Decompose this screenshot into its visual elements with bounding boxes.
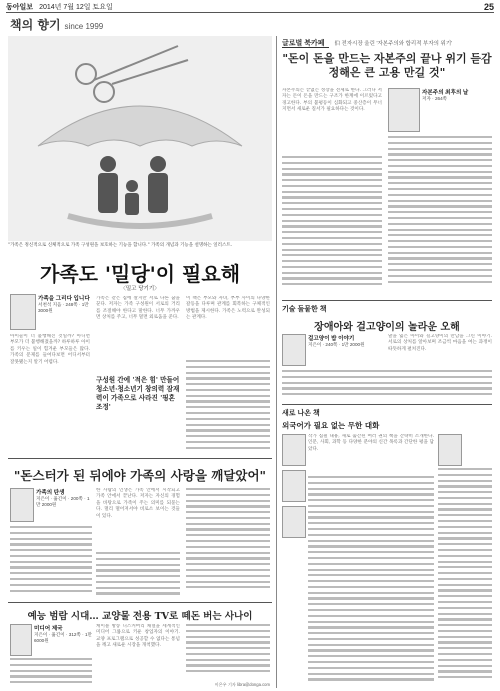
- column-divider: [276, 36, 277, 688]
- note-headline: 장애아와 걸고양이의 놀라운 오해: [314, 322, 460, 333]
- quote-body-lines-3: [186, 488, 270, 598]
- note-book-cover: [282, 334, 306, 366]
- new-books-headline: 외국어가 필요 없는 무한 대화: [282, 421, 380, 430]
- note-book-info: [308, 336, 382, 348]
- issue-date: 2014년 7월 12일 토요일: [39, 4, 113, 11]
- bottom-book-meta: 지은이 · 옮긴이 · 312쪽 · 1만 6000원: [34, 632, 92, 643]
- lead-deck: 〈밀고 당기기〉: [120, 286, 160, 292]
- global-bookcafe-header: [282, 38, 492, 48]
- quote-body-lines-2: [96, 552, 180, 598]
- right-book-title: 자본주의 최후의 날: [422, 90, 469, 96]
- lead-body-col3: 이 책은 부모와 자녀, 부부 사이의 다양한 갈등을 다루며 관계를 회복하는 구체적인 방법을 제시한다. 가족은 노력으로 완성되는 관계다.: [186, 296, 270, 321]
- bottom-headline: 예능 범람 시대… 교양물 전용 TV로 떼돈 버는 사나이: [27, 611, 253, 622]
- lead-book-title: 가족을 그리다 입니다: [38, 296, 90, 302]
- note-book-meta: 지은이 · 240쪽 · 1만 2000원: [308, 342, 365, 347]
- bottom-body-lines-2: [186, 624, 270, 680]
- quote-book-meta: 지은이 · 옮긴이 · 200쪽 · 1만 2000원: [36, 496, 90, 507]
- new-book-cover-2: [438, 434, 462, 466]
- quote-body: 한 사람의 인생은 가족 안에서 시작되고 가족 안에서 끝난다. 저자는 자신의 경험을 바탕으로 가족이 주는 의미를 되묻는다. 멀리 떨어져서야 비로소 보이는 것들이 있다.: [96, 488, 180, 519]
- bottom-body: 케이블 방송 디스커버리 채널을 세계적인 미디어 그룹으로 키운 창업자의 이야기. 교양 프로그램으로 성공할 수 없다는 통념을 깨고 새로운 시장을 개척했다.: [96, 624, 180, 649]
- bottom-byline: 이은우 기자 libra@donga.com: [214, 682, 270, 687]
- quote-book-title: 가족의 탄생: [36, 490, 65, 496]
- lead-headline: 가족도 '밀당'이 필요해: [39, 262, 241, 286]
- page-number: 25: [483, 2, 494, 12]
- note-body: 말을 잃은 아이와 길고양이의 만남을 그린 이야기. 서로의 상처를 알아보며 조금씩 마음을 여는 과정이 따뜻하게 펼쳐진다.: [388, 334, 492, 352]
- new-book-cover-1: [282, 434, 306, 466]
- right-body-lines-2: [388, 136, 492, 296]
- new-books-lines-1: [308, 476, 434, 686]
- new-books-body: 작가 집필 내용, 새로 출간된 여러 권의 책을 간략히 소개한다. 인문, 사회, 과학 등 다양한 분야의 신간 목록과 간단한 평을 담았다.: [308, 434, 434, 452]
- lead-book-meta: 서천석 지음 · 248쪽 · 1만 3000원: [38, 302, 89, 313]
- lead-book-info: [38, 296, 90, 314]
- bottom-body-lines-1: [10, 658, 92, 688]
- global-bookcafe-label: 글로벌 북카페: [282, 40, 329, 48]
- section-since: since 1999: [64, 22, 104, 31]
- divider: [282, 404, 492, 405]
- lead-body-lines: [186, 360, 270, 456]
- global-bookcafe-kicker: 伯 전자시장 울린 '자본주의와 합리적 부자의 위기': [334, 41, 453, 47]
- right-book-cover: [388, 88, 420, 132]
- note-book-title: 걸고양이 밥 이야기: [308, 336, 355, 342]
- quote-book-cover: [10, 488, 34, 522]
- quote-book-info: [36, 490, 92, 508]
- new-book-cover-3: [282, 470, 306, 502]
- lead-body-col1: 아이들이 더 불행해진 것일까? 아니면 부모가 더 불행해졌을까? 하루하루 아이를 키우는 일이 힘겨운 부모들은 많다. 가족의 문제를 들여다보면 어디서부터 잘못됐는지 알기 어렵다.: [10, 334, 90, 365]
- right-body: 자본주의는 끝없는 성장을 전제로 한다. 그러나 저자는 돈이 돈을 만드는 구조가 한계에 이르렀다고 경고한다. 부의 불평등이 심화되고 중산층이 무너지면서 새로운 질서가 필요하다는 것이다.: [282, 88, 382, 113]
- divider: [8, 602, 272, 603]
- right-headline: "돈이 돈을 만드는 자본주의 끝나 위기 듣감 정해은 큰 고용 만길 것": [282, 52, 492, 79]
- divider: [282, 300, 492, 301]
- lead-book-cover: [10, 294, 36, 330]
- divider: [8, 458, 272, 459]
- quote-body-lines-1: [10, 526, 92, 598]
- new-book-cover-4: [282, 506, 306, 538]
- right-book-meta: 저자 · 264쪽: [422, 96, 448, 101]
- masthead: [6, 2, 494, 13]
- paper-name: 동아일보: [6, 4, 34, 11]
- quote-headline: "돈스터가 된 뒤에야 가족의 사랑을 깨달았어": [13, 468, 267, 483]
- illustration-caption: "가족은 정신적으로 신체적으로 가족 구성원을 보호하는 기능을 합니다." 가족의 개념과 기능을 설명하는 일러스트.: [8, 243, 233, 248]
- note-body-lines: [282, 370, 492, 400]
- right-body-lines-1: [282, 156, 382, 296]
- section-title: 책의 향기 since 1999: [10, 18, 104, 32]
- right-book-info: [422, 90, 492, 102]
- new-books-label: 새로 나온 책: [282, 410, 320, 417]
- umbrella-family-image: [8, 36, 272, 241]
- lead-body-col2: 가족은 같은 집에 살지만 서로 다른 꿈을 꾼다. 저자는 가족 구성원이 서로의 거리를 조절해야 한다고 말한다. 너무 가까우면 상처를 주고, 너무 멀면 외로움을 준다.: [96, 296, 180, 321]
- note-label: 기술 둘뭍한 책: [282, 306, 327, 313]
- new-books-lines-2: [438, 468, 492, 686]
- bottom-book-cover: [10, 624, 32, 656]
- bottom-book-title: 미디어 제국: [34, 626, 63, 632]
- lead-pullquote: 구성원 간에 '적은 힘' 만들어 청소년·청소년기 창의력 잠재력이 가족으로 사라진 '핑혼 조정': [96, 376, 180, 411]
- family-umbrella-illustration: [8, 36, 272, 241]
- bottom-book-info: [34, 626, 92, 644]
